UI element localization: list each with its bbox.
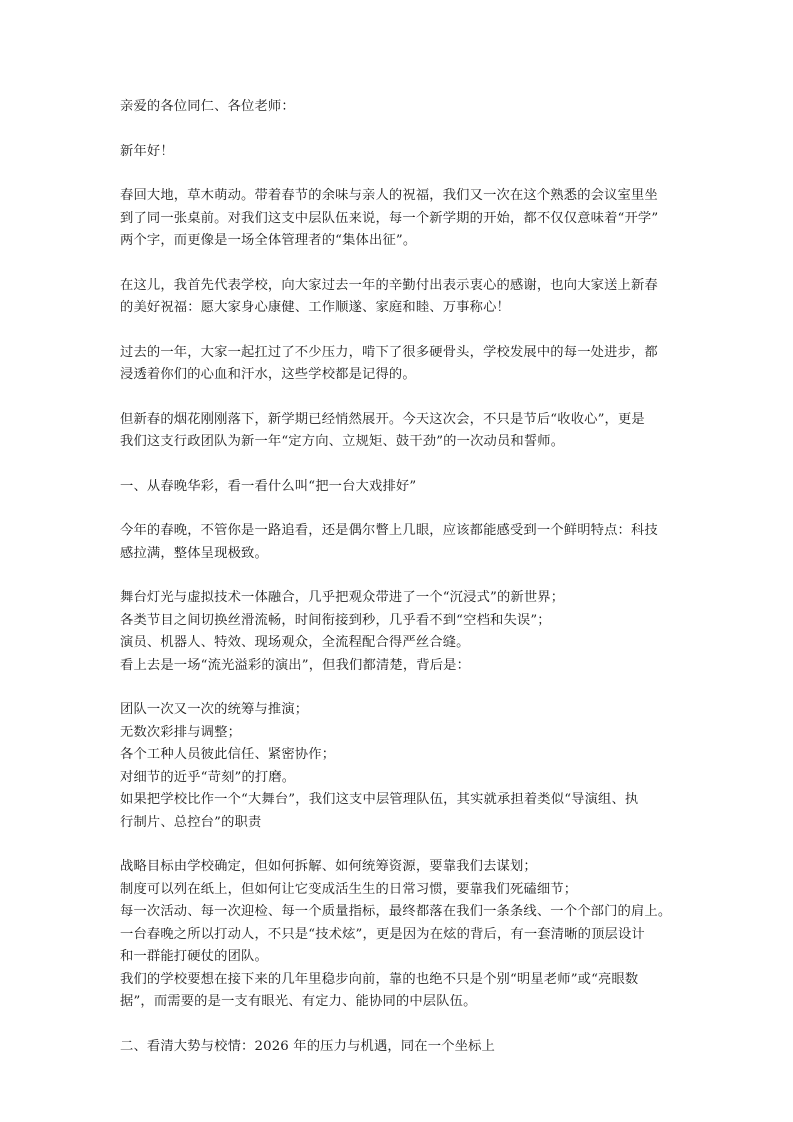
text-line: 行制片、总控台”的职责 (120, 814, 262, 830)
text-line: 每一次活动、每一次迎检、每一个质量指标，最终都落在我们一条条线、一个个部门的肩上。 (120, 904, 672, 919)
text-line: 舞台灯光与虚拟技术一体融合，几乎把观众带进了一个“沉浸式”的新世界； (120, 590, 565, 605)
paragraph-strategy (120, 856, 683, 1014)
text-line: 制度可以列在纸上，但如何让它变成活生生的日常习惯，要靠我们死磕细节； (120, 881, 578, 897)
paragraph-gala (120, 520, 683, 565)
text-line: 两个字，而更像是一场全体管理者的“集体出征”。 (120, 233, 417, 248)
text-line: 据”，而需要的是一支有眼光、有定力、能协同的中层队伍。 (120, 994, 477, 1009)
text-line: 感拉满，整体呈现极致。 (120, 545, 268, 561)
section-heading-2: 二、看清大势与校情：2026 年的压力与机遇，同在一个坐标上 (120, 1038, 495, 1054)
paragraph-thanks (120, 275, 683, 320)
text-line: 但新春的烟花刚刚落下，新学期已经悄然展开。今天这次会，不只是节后“收收心”，更是 (120, 411, 645, 427)
paragraph-team (120, 699, 683, 834)
text-line: 对细节的近乎“苛刻”的打磨。 (120, 769, 296, 785)
text-line: 团队一次又一次的统筹与推演； (120, 702, 309, 717)
text-line: 各类节目之间切换丝滑流畅，时间衔接到秒，几乎看不到“空档和失误”； (120, 612, 551, 628)
text-line: 的美好祝福：愿大家身心康健、工作顺遂、家庭和睦、万事称心！ (120, 300, 510, 315)
text-line: 我们这支行政团队为新一年“定方向、立规矩、鼓干劲”的一次动员和誓师。 (120, 434, 565, 449)
greeting: 亲爱的各位同仁、各位老师： (120, 99, 295, 114)
text-line: 今年的春晚，不管你是一路追看，还是偶尔瞥上几眼，应该都能感受到一个鲜明特点：科技 (120, 523, 658, 538)
text-line: 春回大地，草木萌动。带着春节的余味与亲人的祝福，我们又一次在这个熟悉的会议室里坐 (120, 188, 658, 203)
text-line: 和一群能打硬仗的团队。 (120, 949, 268, 964)
text-line: 我们的学校要想在接下来的几年里稳步向前，靠的也绝不只是个别“明星老师”或“亮眼数 (120, 971, 639, 987)
text-line: 战略目标由学校确定，但如何拆解、如何统筹资源，要靠我们去谋划； (120, 859, 537, 874)
text-line: 一台春晚之所以打动人，不只是“技术炫”，更是因为在炫的背后，有一套清晰的顶层设计 (120, 926, 645, 942)
paragraph-past-year (120, 342, 683, 387)
text-line: 看上去是一场“流光溢彩的演出”，但我们都清楚，背后是： (120, 657, 471, 673)
text-line: 无数次彩排与调整； (120, 724, 242, 740)
paragraph-stage (120, 587, 683, 677)
text-line: 浸透着你们的心血和汗水，这些学校都是记得的。 (120, 367, 416, 382)
text-line: 在这儿，我首先代表学校，向大家过去一年的辛勤付出表示衷心的感谢，也向大家送上新春 (120, 277, 658, 293)
text-line: 演员、机器人、特效、现场观众，全流程配合得严丝合缝。 (120, 635, 470, 650)
paragraph-spring (120, 185, 683, 253)
text-line: 各个工种人员彼此信任、紧密协作； (120, 747, 336, 762)
paragraph-new-semester (120, 409, 683, 454)
text-line: 如果把学校比作一个“大舞台”，我们这支中层管理队伍，其实就承担着类似“导演组、执 (120, 792, 639, 807)
section-heading-1: 一、从春晚华彩，看一看什么叫“把一台大戏排好” (120, 478, 417, 494)
text-line: 过去的一年，大家一起扛过了不少压力，啃下了很多硬骨头，学校发展中的每一处进步，都 (120, 344, 658, 360)
text-line: 到了同一张桌前。对我们这支中层队伍来说，每一个新学期的开始，都不仅仅意味着“开学” (120, 210, 659, 226)
new-year-wish: 新年好！ (120, 143, 174, 159)
